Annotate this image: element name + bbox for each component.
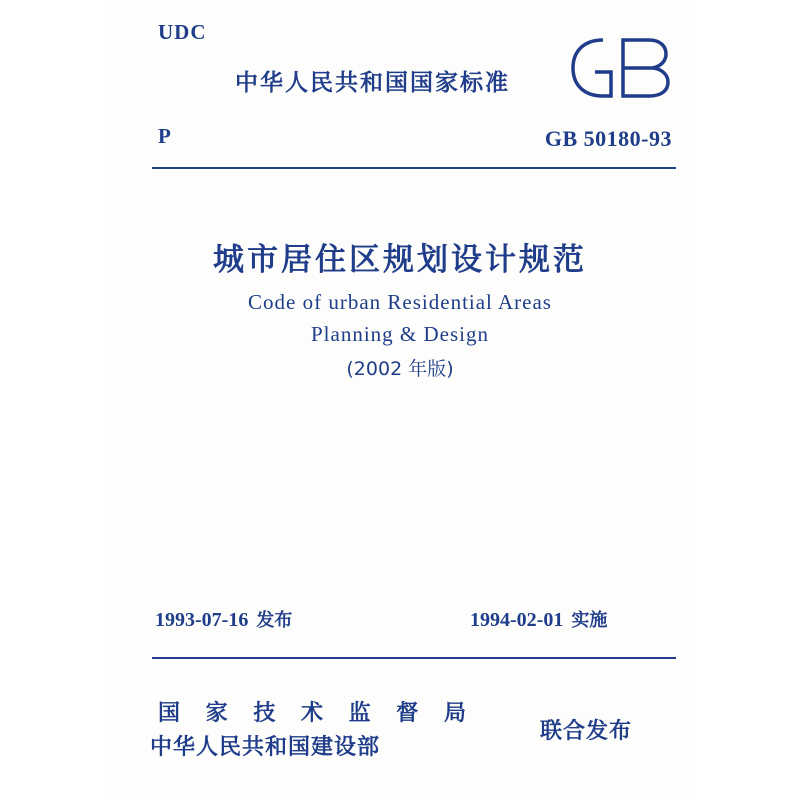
standard-number: GB 50180-93 [544,126,672,151]
title-english-line1: Code of urban Residential Areas [248,290,552,314]
udc-label: UDC [158,20,207,44]
effective-date-block [470,606,607,632]
issue-date-value: 1993-07-16 [155,609,249,631]
page-title: 城市居住区规划设计规范 [213,242,587,278]
publisher-line-1: 国 家 技 术 监 督 局 [158,701,475,726]
effective-date-value: 1994-02-01 [470,609,564,631]
effective-date-label: 实施 [571,610,608,631]
header-divider [152,167,676,169]
issue-date-label: 发布 [256,610,293,631]
publisher-line-2: 中华人民共和国建设部 [150,735,381,760]
issue-date-block [155,606,292,632]
edition-label: (2002 年版) [346,358,454,380]
standard-cover [110,2,690,798]
classification-mark: P [158,124,171,148]
gb-logo-icon [565,32,675,104]
national-standard-heading: 中华人民共和国国家标准 [235,70,510,96]
footer-divider [152,657,676,659]
title-english-line2: Planning & Design [311,322,489,346]
joint-publish-label: 联合发布 [540,719,633,744]
